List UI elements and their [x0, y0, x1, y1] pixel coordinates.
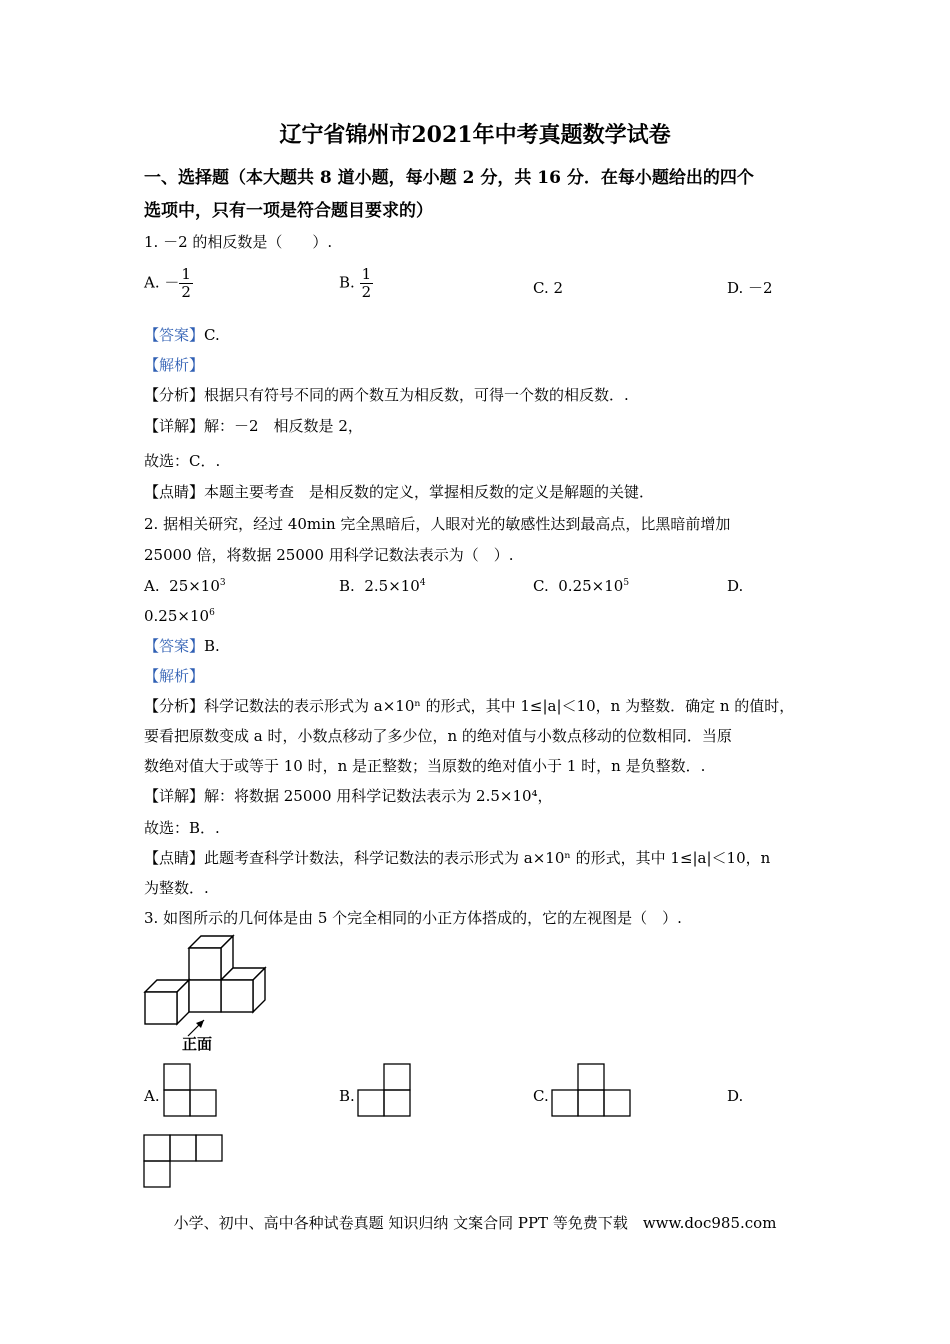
- q3-option-d-view: [142, 1133, 226, 1189]
- q2-xiangjie: 【详解】解：将数据 25000 用科学记数法表示为 2.5×10⁴，: [144, 787, 553, 805]
- section-heading-line2: 选项中，只有一项是符合题目要求的）: [144, 201, 433, 221]
- q1-option-d: D. －2: [727, 279, 773, 297]
- q1-fenxi: 【分析】根据只有符号不同的两个数互为相反数，可得一个数的相反数．.: [144, 386, 629, 404]
- q2-option-d-base: 0.25×10: [144, 607, 210, 625]
- q3-option-d-label: D.: [727, 1087, 744, 1105]
- q3-option-b-label: B.: [339, 1087, 355, 1105]
- q2-option-b-exp: 4: [419, 578, 426, 588]
- q1-option-a-denominator: 2: [181, 283, 191, 301]
- q2-option-c-base: 0.25×10: [558, 577, 624, 595]
- q2-option-a-label: A.: [144, 577, 160, 595]
- page-footer: 小学、初中、高中各种试卷真题 知识归纳 文案合同 PPT 等免费下载 www.doc985.com: [173, 1214, 777, 1232]
- q2-stem-line2: 25000 倍，将数据 25000 用科学记数法表示为（ ）.: [144, 546, 514, 564]
- q1-dianjing: 【点睛】本题主要考查 是相反数的定义，掌握相反数的定义是解题的关键．: [144, 483, 655, 501]
- q1-option-a-numerator: 1: [181, 265, 191, 283]
- q2-answer-value: B.: [204, 637, 220, 655]
- q1-xiangjie: 【详解】解：－2 相反数是 2，: [144, 417, 363, 435]
- q1-option-a-fraction: [179, 266, 193, 301]
- q1-option-b-numerator: 1: [361, 265, 372, 283]
- section-heading-line1: 一、选择题（本大题共 8 道小题，每小题 2 分，共 16 分．在每小题给出的四个: [144, 168, 754, 188]
- q1-option-b: [339, 266, 373, 301]
- q3-stem: 3. 如图所示的几何体是由 5 个完全相同的小正方体搭成的，它的左视图是（ ）.: [144, 909, 682, 927]
- q1-option-a: [144, 266, 193, 301]
- q1-option-a-label: A.: [144, 273, 160, 292]
- q3-option-b-view: [356, 1062, 414, 1118]
- q1-answer-value: C.: [204, 326, 220, 344]
- q3-option-a-label: A.: [144, 1087, 160, 1105]
- q2-option-d-label: D.: [727, 577, 744, 595]
- q1-answer: [144, 325, 220, 345]
- q2-answer: [144, 636, 220, 656]
- q2-option-c-exp: 5: [623, 578, 630, 588]
- q1-stem: 1. －2 的相反数是（ ）.: [144, 233, 333, 251]
- page-title: 辽宁省锦州市2021年中考真题数学试卷: [279, 122, 671, 148]
- q2-fenxi-line2: 要看把原数变成 a 时，小数点移动了多少位，n 的绝对值与小数点移动的位数相同．当原: [144, 727, 732, 745]
- q1-guxuan: 故选：C．.: [144, 452, 221, 470]
- q1-option-b-fraction: [360, 266, 374, 301]
- q2-option-a: [144, 576, 226, 596]
- q2-analysis-tag: 【解析】: [144, 667, 205, 685]
- q2-option-d: [144, 606, 215, 626]
- q3-option-c-label: C.: [533, 1087, 549, 1105]
- q2-option-b: [339, 576, 426, 596]
- q2-option-a-exp: 3: [219, 578, 226, 588]
- q1-option-a-sign: －: [164, 273, 180, 292]
- answer-tag: 【答案】: [144, 326, 205, 344]
- q3-option-a-view: [162, 1062, 220, 1118]
- q2-fenxi-line1: 【分析】科学记数法的表示形式为 a×10ⁿ 的形式，其中 1≤|a|＜10，n 为整数．确定 n 的值时，: [144, 697, 795, 715]
- q1-option-c: C. 2: [533, 279, 564, 297]
- answer-tag: 【答案】: [144, 637, 205, 655]
- q2-guxuan: 故选：B．.: [144, 819, 220, 837]
- q2-option-b-label: B.: [339, 577, 355, 595]
- q2-option-c: [533, 576, 629, 596]
- q2-stem-line1: 2. 据相关研究，经过 40min 完全黑暗后，人眼对光的敏感性达到最高点，比黑暗前增加: [144, 515, 731, 533]
- q3-front-label: 正面: [182, 1035, 213, 1053]
- q2-dianjing-line1: 【点睛】此题考查科学计数法，科学记数法的表示形式为 a×10ⁿ 的形式，其中 1≤|a|＜10，n: [144, 849, 771, 867]
- q2-fenxi-line3: 数绝对值大于或等于 10 时，n 是正整数；当原数的绝对值小于 1 时，n 是负整数．.: [144, 757, 706, 775]
- q1-option-b-denominator: 2: [361, 283, 372, 301]
- q2-dianjing-line2: 为整数．.: [144, 879, 209, 897]
- q1-analysis-tag: 【解析】: [144, 356, 205, 374]
- q1-option-b-label: B.: [339, 273, 355, 292]
- q2-option-d-exp: 6: [209, 608, 215, 618]
- q2-option-b-base: 2.5×10: [364, 577, 420, 595]
- q3-option-c-view: [550, 1062, 634, 1118]
- q2-option-c-label: C.: [533, 577, 549, 595]
- q2-option-a-base: 25×10: [169, 577, 220, 595]
